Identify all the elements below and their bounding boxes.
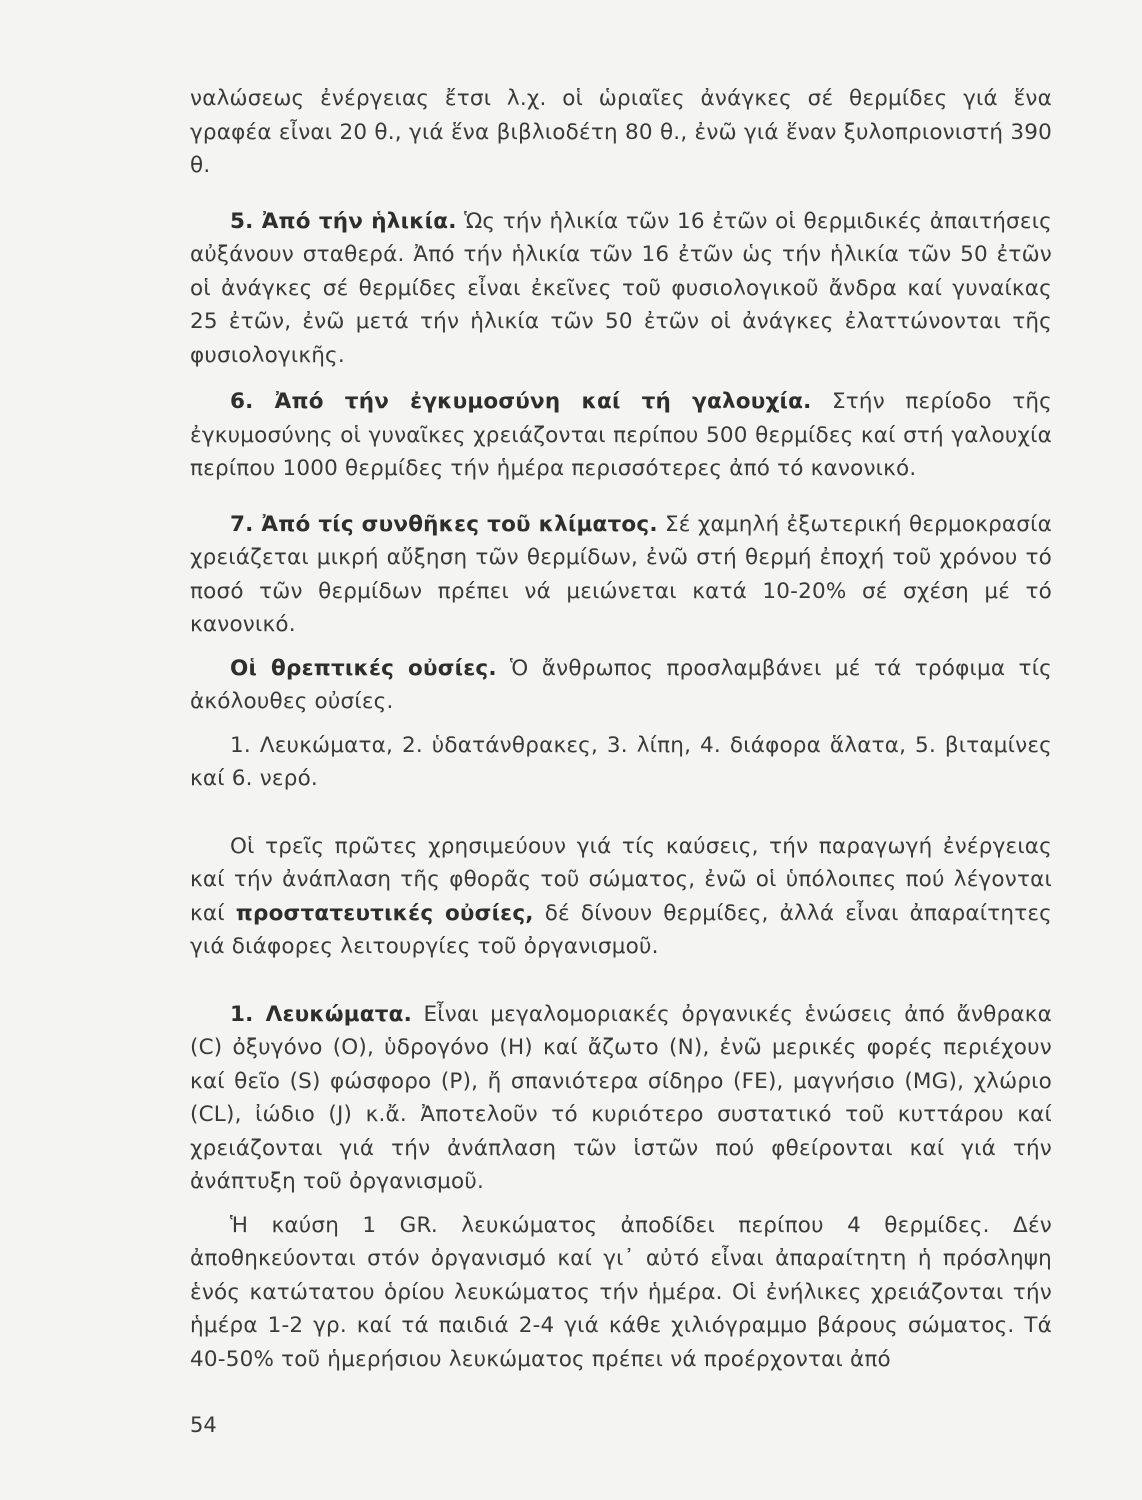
paragraph-nutrients bbox=[190, 652, 1052, 719]
paragraph-text: Ἡ καύση 1 GR. λευκώματος ἀποδίδει περίπου 4 θερμίδες. Δέν ἀποθηκεύονται στόν ὀργανισμό καί γι᾽ αὐτό εἶναι ἀπαραίτητη ἡ πρόσληψη ἑνός κατώτατου ὁρίου λευκώματος τήν ἡμέρα. Οἱ ἐνήλικες χρειάζονται τήν ἡμέρα 1-2 γρ. καί τά παιδιά 2-4 γιά κάθε χιλιόγραμμο βάρους σώματος. Τά 40-50% τοῦ ἡμερήσιου λευκώματος πρέπει νά προέρχονται ἀπό bbox=[190, 1212, 1052, 1372]
paragraph-text: Οἱ τρεῖς πρῶτες χρησιμεύουν γιά τίς καύσεις, τήν παραγωγή ἐνέργειας καί τήν ἀνάπλαση τῆς φθορᾶς τοῦ σώματος, ἐνῶ οἱ ὑπόλοιπες πού λέγονται καί bbox=[190, 833, 1052, 926]
paragraph-protein-combustion bbox=[190, 1209, 1052, 1377]
term-protective-substances: προστατευτικές οὐσίες, bbox=[235, 900, 534, 926]
paragraph-pregnancy bbox=[190, 385, 1052, 486]
page-number: 54 bbox=[190, 1413, 217, 1437]
paragraph-protective bbox=[190, 830, 1052, 964]
page-body bbox=[190, 82, 1052, 1376]
paragraph-text: Στήν περίοδο τῆς ἐγκυμοσύνης οἱ γυναῖκες χρειάζονται περίπου 500 θερμίδες καί στή γαλουχία περίπου 1000 θερμίδες τήν ἡμέρα περισσότερες ἀπό τό κανονικό. bbox=[190, 389, 1052, 481]
paragraph-proteins bbox=[190, 998, 1052, 1199]
paragraph-text: Σέ χαμηλή ἐξωτερική θερμοκρασία χρειάζεται μικρή αὔξηση τῶν θερμίδων, ἐνῶ στή θερμή ἐποχή τοῦ χρόνου τό ποσό τῶν θερμίδων πρέπει νά μειώνεται κατά 10-20% σέ σχέση μέ τό κανονικό. bbox=[190, 511, 1052, 637]
heading-climate: 7. Ἀπό τίς συνθῆκες τοῦ κλίματος. bbox=[230, 511, 658, 537]
heading-proteins: 1. Λευκώματα. bbox=[230, 1001, 412, 1027]
paragraph-nutrient-list bbox=[190, 729, 1052, 796]
paragraph-text: 1. Λευκώματα, 2. ὑδατάνθρακες, 3. λίπη, 4. διάφορα ἅλατα, 5. βιταμίνες καί 6. νερό. bbox=[190, 732, 1052, 791]
heading-pregnancy: 6. Ἀπό τήν ἐγκυμοσύνη καί τή γαλουχία. bbox=[230, 389, 812, 414]
paragraph-text: Εἶναι μεγαλομοριακές ὀργανικές ἑνώσεις ἀπό ἄνθρακα (C) ὀξυγόνο (O), ὑδρογόνο (H) καί ἄζωτο (N), ἐνῶ μερικές φορές περιέχουν καί θεῖο (S) φώσφορο (P), ἤ σπανιότερα σίδηρο (FE), μαγνήσιο (MG), χλώριο (CL), ἰώδιο (J) κ.ἄ. Ἀποτελοῦν τό κυριότερο συστατικό τοῦ κυττάρου καί χρειάζονται γιά τήν ἀνάπλαση τῶν ἱστῶν πού φθείρονται καί γιά τήν ἀνάπτυξη τοῦ ὀργανισμοῦ. bbox=[190, 1001, 1052, 1194]
paragraph-age bbox=[190, 205, 1052, 373]
heading-nutrients: Οἱ θρεπτικές οὐσίες. bbox=[230, 655, 497, 681]
paragraph-text: Ὁ ἄνθρωπος προσλαμβάνει μέ τά τρόφιμα τίς ἀκόλουθες οὐσίες. bbox=[190, 655, 1052, 714]
paragraph-text: Ὡς τήν ἡλικία τῶν 16 ἐτῶν οἱ θερμιδικές ἀπαιτήσεις αὐξάνουν σταθερά. Ἀπό τήν ἡλικία τῶν 16 ἐτῶν ὡς τήν ἡλικία τῶν 50 ἐτῶν οἱ ἀνάγκες σέ θερμίδες εἶναι ἐκεῖνες τοῦ φυσιολογικοῦ ἄνδρα καί γυναίκας 25 ἐτῶν, ἐνῶ μετά τήν ἡλικία τῶν 50 ἐτῶν οἱ ἀνάγκες ἐλαττώνονται τῆς φυσιολογικῆς. bbox=[190, 208, 1052, 368]
heading-age: 5. Ἀπό τήν ἡλικία. bbox=[230, 208, 457, 234]
paragraph-continuation bbox=[190, 82, 1052, 183]
paragraph-climate bbox=[190, 508, 1052, 642]
paragraph-text: ναλώσεως ἐνέργειας ἔτσι λ.χ. οἱ ὡριαῖες ἀνάγκες σέ θερμίδες γιά ἕνα γραφέα εἶναι 20 θ., γιά ἕνα βιβλιοδέτη 80 θ., ἐνῶ γιά ἕναν ξυλοπριονιστή 390 θ. bbox=[190, 86, 1052, 178]
paragraph-text: δέ δίνουν θερμίδες, ἀλλά εἶναι ἀπαραίτητες γιά διάφορες λειτουργίες τοῦ ὀργανισμοῦ. bbox=[190, 900, 1052, 959]
